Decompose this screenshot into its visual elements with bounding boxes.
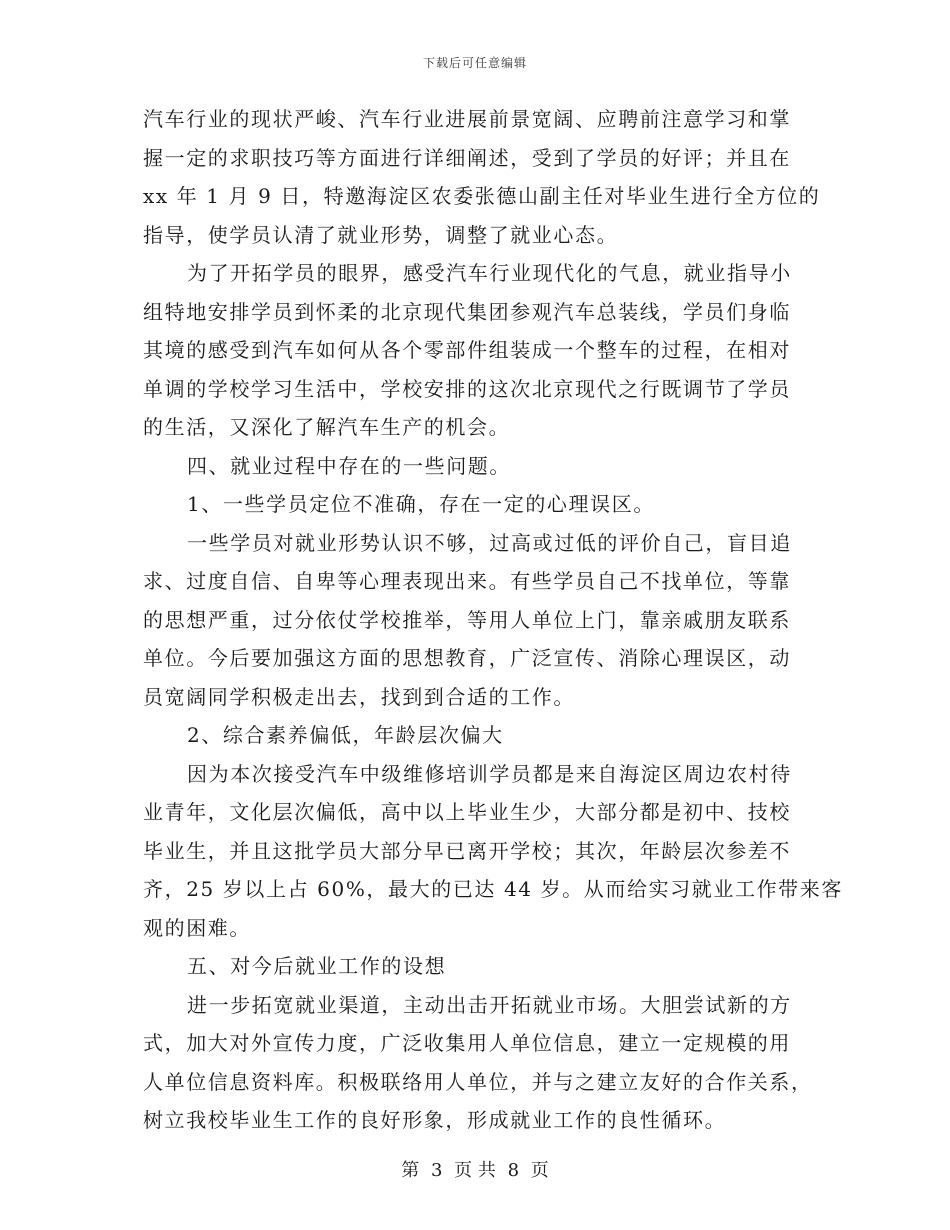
page-footer: [0, 1156, 950, 1182]
body-line: 求、过度自信、自卑等心理表现出来。有些学员自己不找单位，等靠: [143, 569, 791, 593]
body-line: 的生活，又深化了解汽车生产的机会。: [143, 415, 511, 439]
subsection-heading: 1、一些学员定位不准确，存在一定的心理误区。: [187, 492, 655, 516]
body-line: 单位。今后要加强这方面的思想教育，广泛宣传、消除心理误区，动: [143, 646, 791, 670]
body-line: 进一步拓宽就业渠道，主动出击开拓就业市场。大胆尝试新的方: [187, 992, 792, 1017]
body-line: 因为本次接受汽车中级维修培训学员都是来自海淀区周边农村待: [187, 761, 792, 786]
body-line: 单调的学校学习生活中，学校安排的这次北京现代之行既调节了学员: [143, 376, 791, 401]
page-header: 下载后可任意编辑: [422, 56, 527, 70]
body-line: 齐，25 岁以上占 60%，最大的已达 44 岁。从而给实习就业工作带来客: [143, 877, 843, 901]
section-heading: 五、对今后就业工作的设想: [187, 954, 447, 978]
body-line: 一些学员对就业形势认识不够，过高或过低的评价自己，盲目追: [187, 530, 792, 555]
body-line: 为了开拓学员的眼界，感受汽车行业现代化的气息，就业指导小: [187, 261, 792, 285]
body-line: 业青年，文化层次偏低，高中以上毕业生少，大部分都是初中、技校: [143, 800, 791, 824]
total-page-count: 8: [507, 1160, 520, 1181]
body-line: 的思想严重，过分依仗学校推举，等用人单位上门，靠亲戚朋友联系: [143, 607, 791, 632]
body-line: xx 年 1 月 9 日，特邀海淀区农委张德山副主任对毕业生进行全方位的: [143, 184, 821, 208]
footer-suffix: 页: [530, 1160, 549, 1181]
body-line: 其境的感受到汽车如何从各个零部件组装成一个整车的过程，在相对: [143, 338, 791, 362]
body-line: 毕业生，并且这批学员大部分早已离开学校；其次，年龄层次参差不: [143, 838, 791, 863]
body-line: 握一定的求职技巧等方面进行详细阐述，受到了学员的好评；并且在: [143, 145, 791, 170]
footer-prefix: 第: [401, 1160, 420, 1181]
body-line: 树立我校毕业生工作的良好形象，形成就业工作的良性循环。: [143, 1108, 727, 1132]
document-body: [143, 100, 843, 1140]
section-heading: 四、就业过程中存在的一些问题。: [187, 453, 511, 478]
body-line: 式，加大对外宣传力度，广泛收集用人单位信息，建立一定规模的用: [143, 1031, 791, 1055]
body-line: 指导，使学员认清了就业形势，调整了就业心态。: [143, 222, 619, 247]
body-line: 人单位信息资料库。积极联络用人单位，并与之建立友好的合作关系，: [143, 1069, 813, 1094]
subsection-heading: 2、综合素养偏低，年龄层次偏大: [187, 723, 504, 747]
body-line: 员宽阔同学积极走出去，找到到合适的工作。: [143, 684, 575, 709]
current-page-number: 3: [430, 1160, 443, 1181]
body-line: 组特地安排学员到怀柔的北京现代集团参观汽车总装线，学员们身临: [143, 299, 791, 324]
body-line: 汽车行业的现状严峻、汽车行业进展前景宽阔、应聘前注意学习和掌: [143, 107, 791, 131]
body-line: 观的困难。: [143, 915, 251, 940]
footer-middle: 页 共: [454, 1160, 496, 1181]
